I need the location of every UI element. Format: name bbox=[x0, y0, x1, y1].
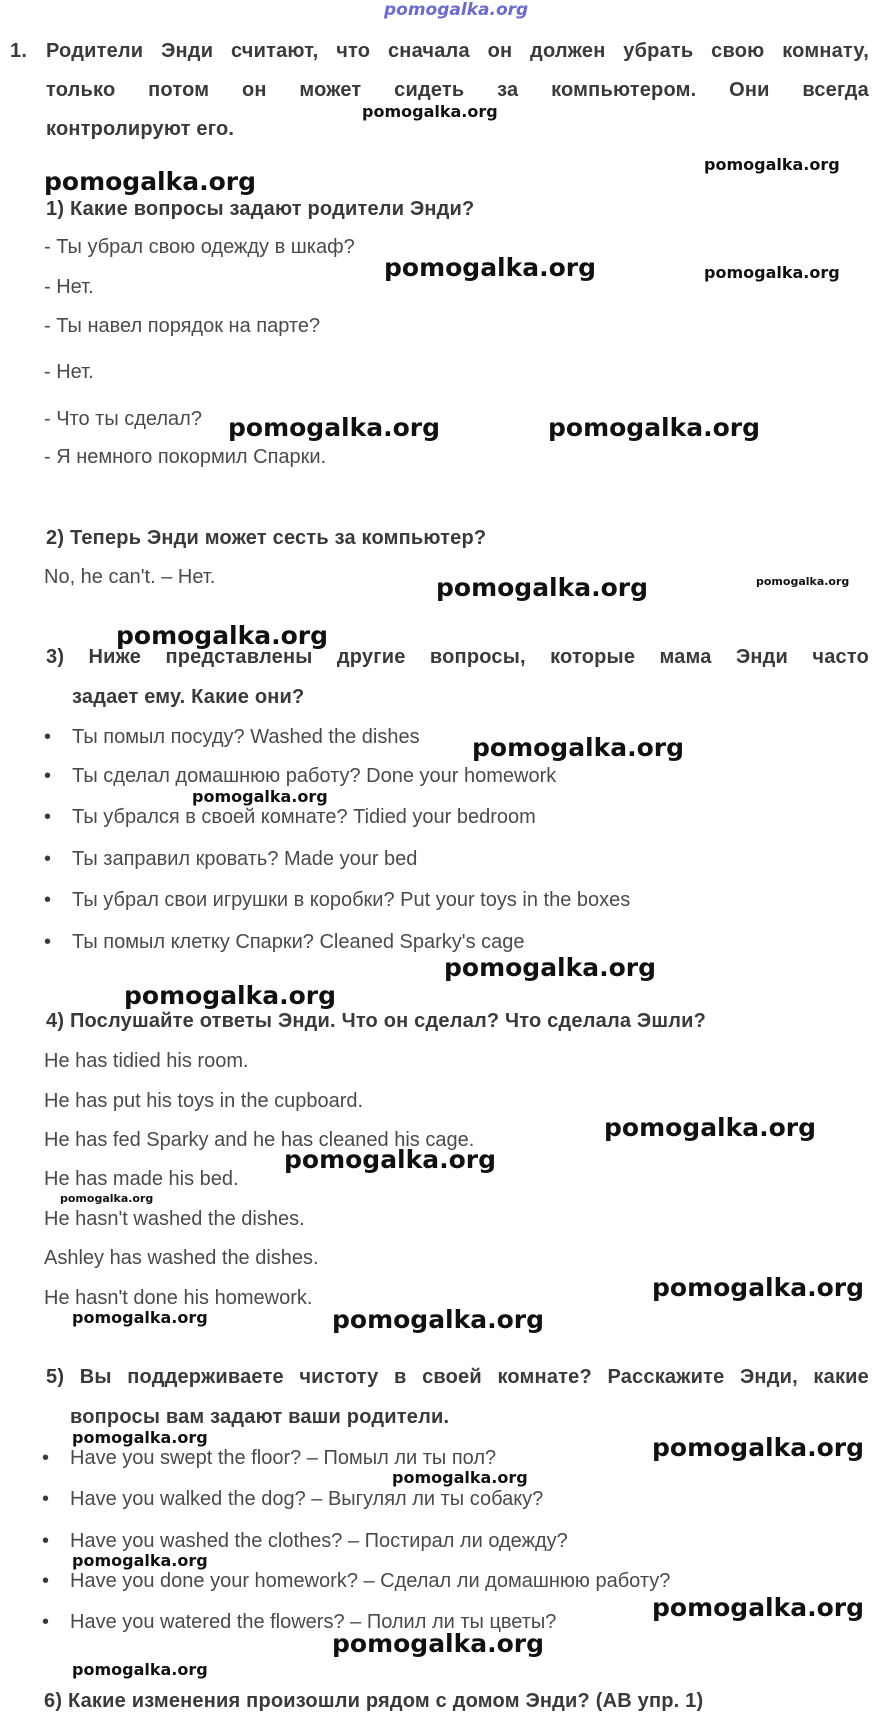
watermark: pomogalka.org bbox=[332, 1629, 545, 1658]
q5-heading-line1: 5) Вы поддерживаете чистоту в своей комнате? Расскажите Энди, какие bbox=[46, 1366, 869, 1388]
q4-line: He hasn't done his homework. bbox=[44, 1287, 313, 1309]
watermark: pomogalka.org bbox=[704, 155, 840, 174]
q3-list-item: • Ты убрался в своей комнате? Tidied your bedroom bbox=[72, 806, 536, 829]
q1-line: - Я немного покормил Спарки. bbox=[44, 446, 327, 468]
watermark: pomogalka.org bbox=[228, 413, 441, 442]
site-logo[interactable]: pomogalka.org bbox=[384, 0, 529, 20]
q4-line: He hasn't washed the dishes. bbox=[44, 1208, 305, 1230]
q5-list-item: • Have you watered the flowers? – Полил ли ты цветы? bbox=[70, 1611, 556, 1634]
watermark: pomogalka.org bbox=[72, 1660, 208, 1679]
watermark: pomogalka.org bbox=[362, 102, 498, 121]
q3-list-item: • Ты помыл клетку Спарки? Cleaned Sparky's cage bbox=[72, 931, 525, 954]
q4-line: He has fed Sparky and he has cleaned his cage. bbox=[44, 1129, 475, 1151]
watermark: pomogalka.org bbox=[756, 575, 850, 588]
q4-line: He has put his toys in the cupboard. bbox=[44, 1090, 364, 1112]
watermark: pomogalka.org bbox=[44, 167, 257, 196]
q4-line: He has made his bed. bbox=[44, 1168, 239, 1190]
q3-heading-line1: 3) Ниже представлены другие вопросы, которые мама Энди часто bbox=[46, 646, 869, 668]
watermark: pomogalka.org bbox=[652, 1433, 865, 1462]
watermark: pomogalka.org bbox=[652, 1273, 865, 1302]
q5-list-item: • Have you walked the dog? – Выгулял ли ты собаку? bbox=[70, 1488, 543, 1511]
q3-list-item: • Ты убрал свои игрушки в коробки? Put your toys in the boxes bbox=[72, 889, 630, 912]
watermark: pomogalka.org bbox=[124, 981, 337, 1010]
watermark: pomogalka.org bbox=[72, 1551, 208, 1570]
q5-list-item: • Have you done your homework? – Сделал ли домашнюю работу? bbox=[70, 1570, 670, 1593]
watermark: pomogalka.org bbox=[436, 573, 649, 602]
q4-line: Ashley has washed the dishes. bbox=[44, 1247, 319, 1269]
q1-line: - Нет. bbox=[44, 276, 94, 298]
q3-list-item: • Ты помыл посуду? Washed the dishes bbox=[72, 726, 420, 749]
watermark: pomogalka.org bbox=[332, 1305, 545, 1334]
q1-line: - Ты убрал свою одежду в шкаф? bbox=[44, 236, 355, 258]
watermark: pomogalka.org bbox=[116, 621, 329, 650]
task-number: 1. bbox=[10, 40, 28, 62]
q5-heading-line2: вопросы вам задают ваши родители. bbox=[70, 1406, 450, 1428]
watermark: pomogalka.org bbox=[284, 1145, 497, 1174]
q3-list-item: • Ты заправил кровать? Made your bed bbox=[72, 848, 417, 871]
q4-line: He has tidied his room. bbox=[44, 1050, 249, 1072]
q1-line: - Что ты сделал? bbox=[44, 408, 202, 430]
watermark: pomogalka.org bbox=[392, 1468, 528, 1487]
task1-line1: Родители Энди считают, что сначала он должен убрать свою комнату, bbox=[46, 40, 869, 62]
q6-heading: 6) Какие изменения произошли рядом с домом Энди? (AB упр. 1) bbox=[44, 1690, 704, 1712]
watermark: pomogalka.org bbox=[604, 1113, 817, 1142]
q3-heading-line2: задает ему. Какие они? bbox=[72, 686, 305, 708]
watermark: pomogalka.org bbox=[60, 1192, 154, 1205]
watermark: pomogalka.org bbox=[72, 1308, 208, 1327]
watermark: pomogalka.org bbox=[704, 263, 840, 282]
q4-heading: 4) Послушайте ответы Энди. Что он сделал? Что сделала Эшли? bbox=[46, 1010, 707, 1032]
watermark: pomogalka.org bbox=[444, 953, 657, 982]
q3-list-item: • Ты сделал домашнюю работу? Done your homework bbox=[72, 765, 556, 788]
task1-line2: только потом он может сидеть за компьютером. Они всегда bbox=[46, 79, 869, 101]
q5-list-item: • Have you swept the floor? – Помыл ли ты пол? bbox=[70, 1447, 496, 1470]
q2-answer: No, he can't. – Нет. bbox=[44, 566, 216, 588]
q1-heading: 1) Какие вопросы задают родители Энди? bbox=[46, 198, 475, 220]
q1-line: - Нет. bbox=[44, 361, 94, 383]
watermark: pomogalka.org bbox=[72, 1428, 208, 1447]
watermark: pomogalka.org bbox=[192, 787, 328, 806]
watermark: pomogalka.org bbox=[652, 1593, 865, 1622]
task1-line3: контролируют его. bbox=[46, 118, 235, 140]
q1-line: - Ты навел порядок на парте? bbox=[44, 315, 321, 337]
watermark: pomogalka.org bbox=[384, 253, 597, 282]
q2-heading: 2) Теперь Энди может сесть за компьютер? bbox=[46, 527, 487, 549]
watermark: pomogalka.org bbox=[472, 733, 685, 762]
watermark: pomogalka.org bbox=[548, 413, 761, 442]
q5-list-item: • Have you washed the clothes? – Постирал ли одежду? bbox=[70, 1530, 568, 1553]
